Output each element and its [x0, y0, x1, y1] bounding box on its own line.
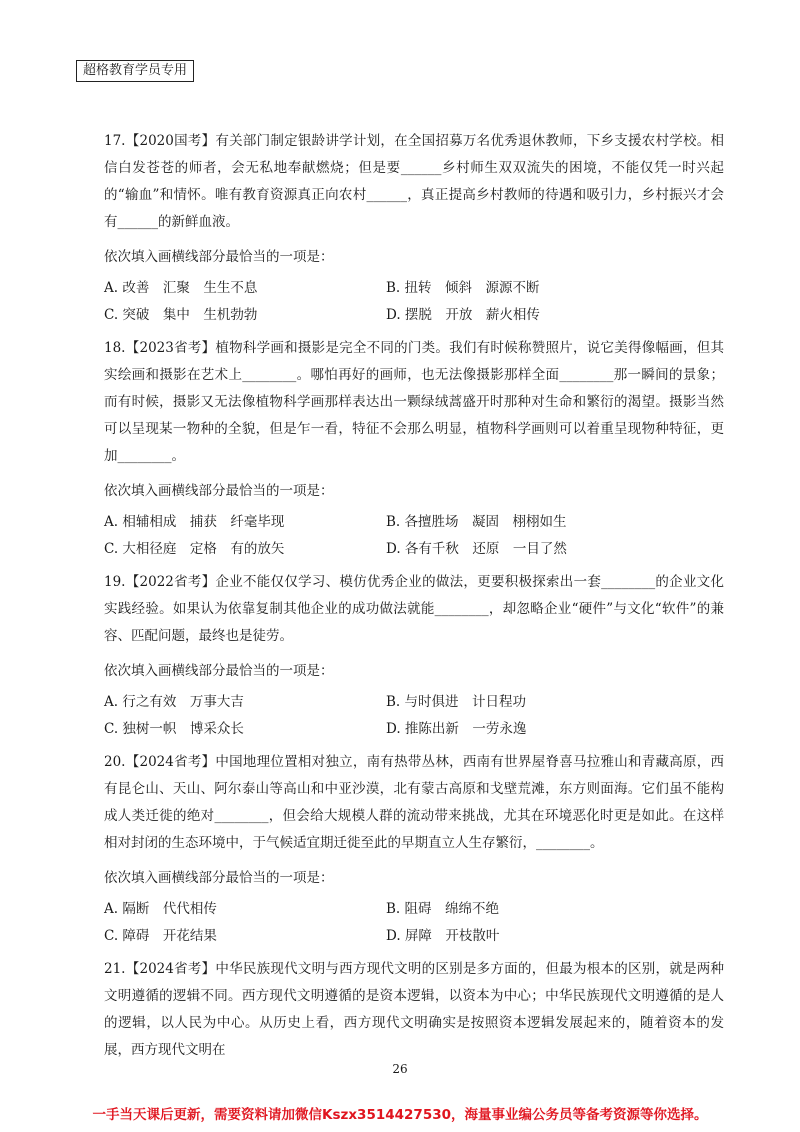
question-stem: 17.【2020国考】有关部门制定银龄讲学计划，在全国招募万名优秀退休教师，下乡支援农村学校。相信白发苍苍的师者，会无私地奉献燃烧；但是要______乡村师生双双流失的困境，不能仅凭一时兴起的“输血”和情怀。唯有教育资源真正向农村______，真正提高乡村教师的待遇和吸引力，乡村振兴才会有______的新鲜血液。 [104, 133, 724, 230]
footer-notice: 一手当天课后更新，需要资料请加微信Kszx3514427530，海量事业编公务员等备考资源等你选择。 [92, 1107, 708, 1123]
question-19 [104, 569, 724, 743]
question-stem: 20.【2024省考】中国地理位置相对独立，南有热带丛林，西南有世界屋脊喜马拉雅山和青藏高原，西有昆仑山、天山、阿尔泰山等高山和中亚沙漠，北有蒙古高原和戈壁荒滩，东方则面海。它们虽不能构成人类迁徙的绝对________，但会给大规模人群的流动带来挑战，尤其在环境恶化时更是如此。在这样相对封闭的生态环境中，于气候适宜期迁徙至此的早期直立人生存繁衍，________。 [104, 754, 724, 851]
question-prompt: 依次填入画横线部分最恰当的一项是： [104, 483, 334, 499]
option-a: A. 相辅相成 捕获 纤毫毕现 [104, 514, 285, 530]
question-stem: 18.【2023省考】植物科学画和摄影是完全不同的门类。我们有时候称赞照片，说它美得像幅画，但其实绘画和摄影在艺术上________。哪怕再好的画师，也无法像摄影那样全面________那一瞬间的景象；而有时候，摄影又无法像植物科学画那样表达出一颗绿绒蒿盛开时那种对生命和繁衍的渴望。摄影当然可以呈现某一物种的全貌，但是乍一看，特征不会那么明显，植物科学画则可以着重呈现物种特征，更加________。 [104, 340, 724, 464]
option-a: A. 隔断 代代相传 [104, 901, 217, 917]
question-17 [104, 128, 724, 329]
question-list [104, 128, 724, 1066]
option-a: A. 行之有效 万事大吉 [104, 694, 244, 710]
option-c: C. 障碍 开花结果 [104, 928, 217, 944]
question-prompt: 依次填入画横线部分最恰当的一项是： [104, 249, 334, 265]
option-d: D. 屏障 开枝散叶 [386, 928, 500, 944]
question-stem: 19.【2022省考】企业不能仅仅学习、模仿优秀企业的做法，更要积极探索出一套________的企业文化实践经验。如果认为依靠复制其他企业的成功做法就能________，却忽略企业“硬件”与文化“软件”的兼容、匹配问题，最终也是徒劳。 [104, 574, 724, 644]
question-20 [104, 749, 724, 950]
option-list [104, 509, 724, 563]
option-a: A. 改善 汇聚 生生不息 [104, 280, 258, 296]
option-b: B. 扭转 倾斜 源源不断 [386, 280, 540, 296]
page-number: 26 [392, 1062, 408, 1076]
option-d: D. 各有千秋 还原 一目了然 [386, 541, 567, 557]
question-21 [104, 956, 724, 1064]
option-d: D. 推陈出新 一劳永逸 [386, 721, 527, 737]
option-b: B. 阻碍 绵绵不绝 [386, 901, 500, 917]
option-b: B. 与时俱进 计日程功 [386, 694, 527, 710]
header-label: 超格教育学员专用 [76, 60, 194, 82]
question-18 [104, 335, 724, 563]
option-c: C. 独树一帜 博采众长 [104, 721, 244, 737]
question-prompt: 依次填入画横线部分最恰当的一项是： [104, 663, 334, 679]
question-prompt: 依次填入画横线部分最恰当的一项是： [104, 870, 334, 886]
option-list [104, 275, 724, 329]
question-stem: 21.【2024省考】中华民族现代文明与西方现代文明的区别是多方面的，但最为根本的区别，就是两种文明遵循的逻辑不同。西方现代文明遵循的是资本逻辑，以资本为中心；中华民族现代文明遵循的是人的逻辑，以人民为中心。从历史上看，西方现代文明确实是按照资本逻辑发展起来的，随着资本的发展，西方现代文明在 [104, 961, 724, 1058]
option-d: D. 摆脱 开放 薪火相传 [386, 307, 540, 323]
option-c: C. 突破 集中 生机勃勃 [104, 307, 258, 323]
option-b: B. 各擅胜场 凝固 栩栩如生 [386, 514, 567, 530]
option-list [104, 896, 724, 950]
option-list [104, 689, 724, 743]
option-c: C. 大相径庭 定格 有的放矢 [104, 541, 285, 557]
